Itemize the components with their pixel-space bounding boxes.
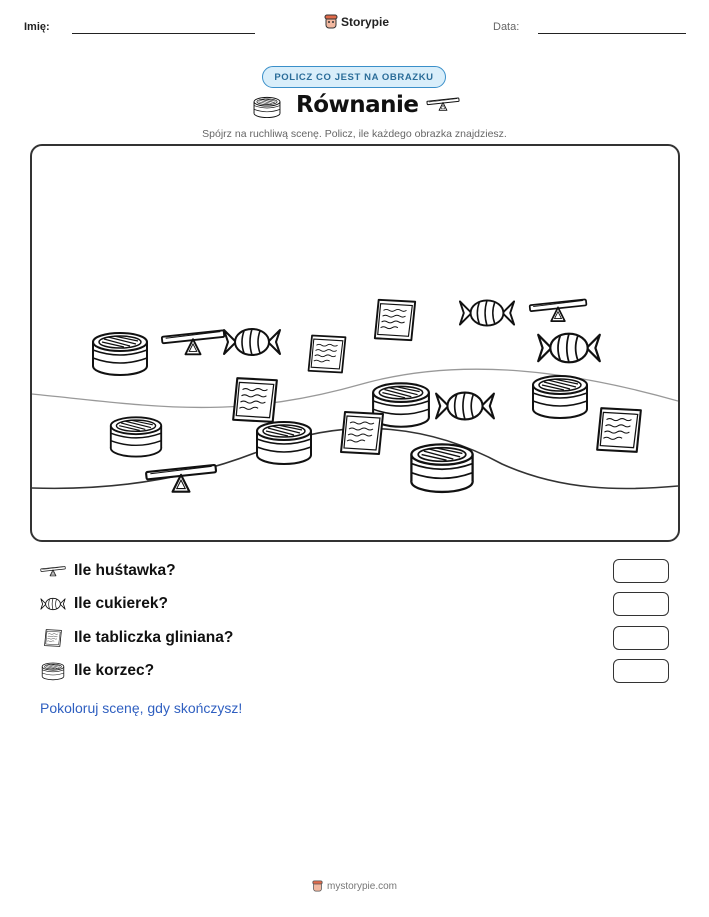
scene-candy-3: [538, 334, 600, 363]
scene-basket-1: [93, 333, 147, 375]
footer: [0, 880, 709, 892]
question-seesaw: [40, 562, 176, 580]
scene-tablet-5: [597, 408, 641, 452]
scene-seesaw-3: [146, 465, 216, 492]
scene-tablet-3: [233, 378, 277, 422]
name-line[interactable]: [72, 33, 255, 34]
scene-basket-2: [111, 417, 161, 456]
answer-box-candy[interactable]: [613, 592, 669, 616]
storypie-mascot-icon: [324, 14, 338, 29]
date-label: Data:: [493, 21, 520, 33]
scene-seesaw-1: [162, 330, 225, 354]
question-label: Ile cukierek?: [74, 595, 168, 612]
page-title: Równanie: [296, 92, 419, 118]
scene-candy-2: [460, 300, 514, 325]
footer-url: mystorypie.com: [326, 880, 397, 892]
bushel-basket-icon: [40, 661, 66, 681]
question-label: Ile korzec?: [74, 662, 155, 679]
question-clay-tablet: [40, 628, 233, 648]
scene-basket-3: [257, 422, 311, 464]
scene-seesaw-2: [530, 299, 587, 321]
coloring-note: Pokoloruj scenę, gdy skończysz!: [40, 700, 243, 716]
question-label: Ile huśtawka?: [74, 562, 176, 579]
answer-box-seesaw[interactable]: [613, 559, 669, 583]
storypie-mascot-icon: [312, 880, 323, 892]
scene-basket-5: [411, 444, 472, 492]
brand-logo: [324, 14, 389, 29]
page-subtitle: Spójrz na ruchliwą scenę. Policz, ile każdego obrazka znajdziesz.: [202, 128, 507, 140]
scene-tablet-2: [309, 336, 346, 373]
date-line[interactable]: [538, 33, 686, 34]
question-label: Ile tabliczka gliniana?: [74, 629, 234, 646]
answer-box-clay-tablet[interactable]: [613, 626, 669, 650]
name-label: Imię:: [24, 21, 50, 33]
clay-tablet-icon: [40, 628, 66, 648]
brand-name: Storypie: [341, 14, 390, 29]
scene-candy-1: [224, 329, 280, 355]
question-candy: [40, 595, 168, 613]
question-bushel-basket: [40, 661, 154, 681]
counting-scene: [30, 144, 680, 542]
answer-box-bushel-basket[interactable]: [613, 659, 669, 683]
scene-drawing: [32, 146, 678, 540]
bushel-basket-icon: [252, 95, 282, 119]
scene-tablet-1: [375, 300, 415, 340]
candy-icon: [40, 595, 66, 613]
scene-candy-4: [436, 393, 494, 420]
seesaw-icon: [40, 564, 66, 578]
instruction-pill: POLICZ CO JEST NA OBRAZKU: [262, 66, 446, 88]
scene-basket-6: [533, 376, 587, 418]
seesaw-icon: [426, 96, 460, 112]
scene-tablet-4: [341, 412, 383, 454]
